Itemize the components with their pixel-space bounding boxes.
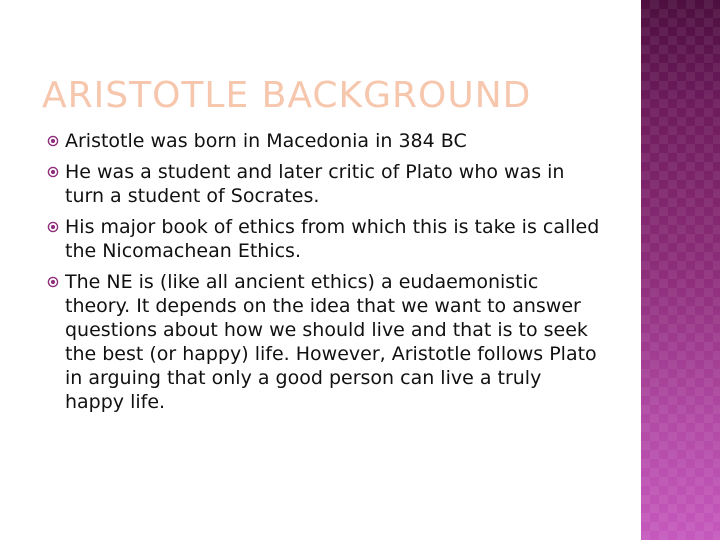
circled-dot-bullet-icon bbox=[46, 129, 60, 153]
bullet-item-birth bbox=[46, 129, 601, 153]
bullet-item-eudaemonistic-theory bbox=[46, 270, 601, 414]
circled-dot-bullet-icon bbox=[46, 160, 60, 184]
decorative-purple-band bbox=[641, 0, 720, 540]
bullet-item-nicomachean-ethics bbox=[46, 215, 601, 263]
bullet-item-plato bbox=[46, 160, 601, 208]
bullet-text-nicomachean-ethics: His major book of ethics from which this is take is called the Nicomachean Ethics. bbox=[65, 216, 600, 262]
bullet-text-plato: He was a student and later critic of Plato who was in turn a student of Socrates. bbox=[65, 161, 565, 207]
bullet-list bbox=[46, 129, 601, 421]
circled-dot-bullet-icon bbox=[46, 215, 60, 239]
circled-dot-bullet-icon bbox=[46, 270, 60, 294]
slide-title: ARISTOTLE BACKGROUND bbox=[42, 75, 532, 116]
bullet-text-eudaemonistic-theory: The NE is (like all ancient ethics) a eudaemonistic theory. It depends on the idea that we want to answer questions about how we should live and that is to seek the best (or happy) life. However, Aristotle follows Plato in arguing that only a good person can live a truly happy life. bbox=[65, 271, 597, 413]
bullet-text-birth: Aristotle was born in Macedonia in 384 BC bbox=[65, 130, 467, 152]
